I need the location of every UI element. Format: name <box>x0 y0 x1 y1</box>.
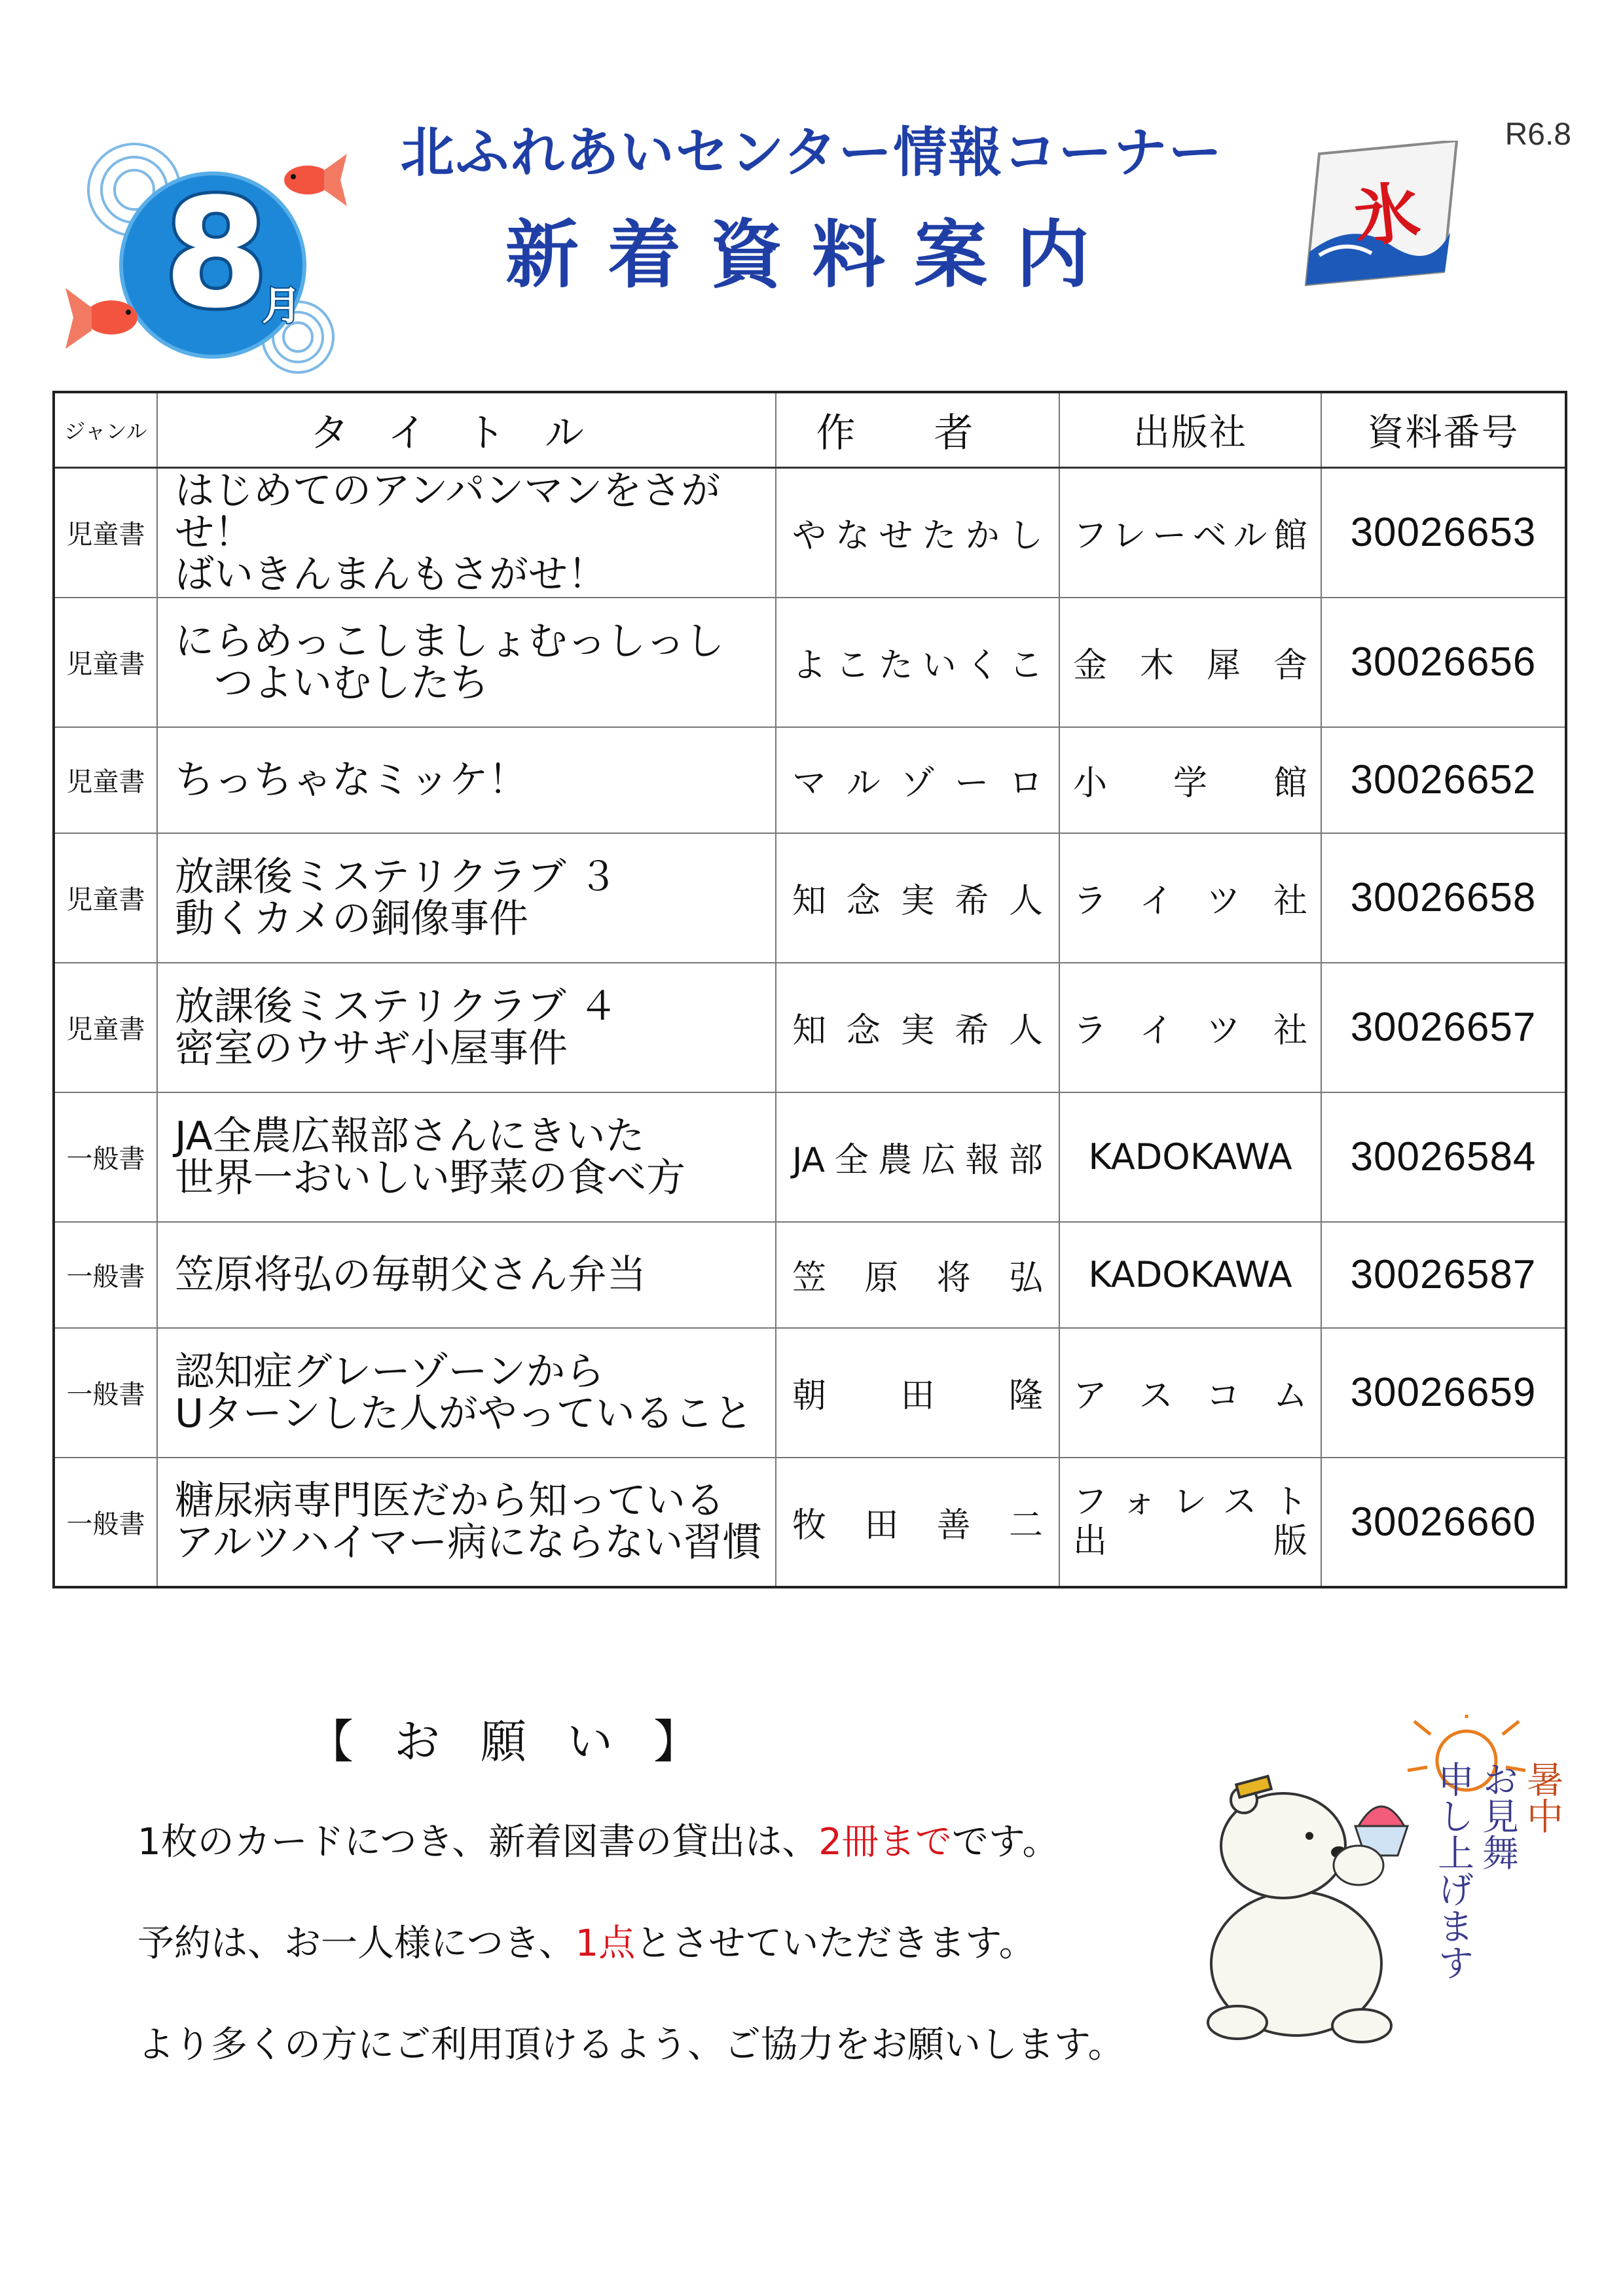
table-row <box>54 833 1566 963</box>
polar-bear-icon <box>1208 1776 1391 2042</box>
month-badge-number: 8 <box>164 167 269 342</box>
page-title: 北ふれあいセンター情報コーナー <box>400 122 1224 184</box>
row-number: 30026656 <box>1321 598 1566 727</box>
row-genre: 児童書 <box>54 833 157 963</box>
row-genre: 一般書 <box>54 1458 157 1587</box>
row-publisher: ライツ社 <box>1059 963 1321 1092</box>
row-author: マルゾーロ <box>776 727 1059 833</box>
row-number: 30026659 <box>1321 1328 1566 1458</box>
table-row <box>54 963 1566 1092</box>
greeting-line-2: お見舞 <box>1476 1761 1519 1871</box>
table-row <box>54 598 1566 727</box>
notice-highlight: 2冊まで <box>818 1821 952 1863</box>
row-title: はじめてのアンパンマンをさがせ！ ばいきんまんもさがせ！ <box>157 468 776 598</box>
new-books-table <box>52 391 1567 1588</box>
notice-line-2 <box>137 1914 1036 1967</box>
header-publisher: 出版社 <box>1059 392 1321 468</box>
row-publisher: 小学館 <box>1059 727 1321 833</box>
row-title: JA全農広報部さんにきいた 世界一おいしい野菜の食べ方 <box>157 1092 776 1222</box>
row-title: 放課後ミステリクラブ ３ 動くカメの銅像事件 <box>157 833 776 963</box>
notice-text: 1枚のカードにつき、新着図書の貸出は、 <box>137 1821 819 1863</box>
row-number: 30026658 <box>1321 833 1566 963</box>
month-badge-unit: 月 <box>262 283 301 329</box>
row-genre: 一般書 <box>54 1328 157 1458</box>
table-row <box>54 1092 1566 1222</box>
row-author: 笠原将弘 <box>776 1222 1059 1328</box>
row-title: 認知症グレーゾーンから Uターンした人がやっていること <box>157 1328 776 1458</box>
page-subtitle: 新着資料案内 <box>505 213 1118 298</box>
new-books-table-container <box>52 391 1567 1588</box>
header-author: 作者 <box>776 392 1059 468</box>
row-title: 放課後ミステリクラブ ４ 密室のウサギ小屋事件 <box>157 963 776 1092</box>
row-author: 知念実希人 <box>776 833 1059 963</box>
issue-date: R6.8 <box>1504 117 1571 152</box>
row-author: 朝田隆 <box>776 1328 1059 1458</box>
table-row <box>54 1222 1566 1328</box>
row-author: よこたいくこ <box>776 598 1059 727</box>
row-title: 糖尿病専門医だから知っている アルツハイマー病にならない習慣 <box>157 1458 776 1587</box>
table-row <box>54 1458 1566 1587</box>
goldfish-icon <box>284 154 347 206</box>
row-number: 30026653 <box>1321 468 1566 598</box>
row-publisher: フレーベル館 <box>1059 468 1321 598</box>
row-publisher: 金木犀舎 <box>1059 598 1321 727</box>
row-genre: 児童書 <box>54 468 157 598</box>
notice-text: 予約は、お一人様につき、 <box>137 1922 575 1965</box>
row-title: 笠原将弘の毎朝父さん弁当 <box>157 1222 776 1328</box>
row-publisher: アスコム <box>1059 1328 1321 1458</box>
notice-text: とさせていただきます。 <box>635 1922 1036 1965</box>
header-genre: ジャンル <box>54 392 157 468</box>
greeting-line-1: 暑中 <box>1521 1761 1563 1834</box>
notice-text: です。 <box>951 1821 1059 1863</box>
header-number: 資料番号 <box>1321 392 1566 468</box>
row-author: 知念実希人 <box>776 963 1059 1092</box>
notice-line-1 <box>137 1813 1059 1865</box>
summer-greeting <box>1431 1761 1564 1981</box>
row-author: 牧田善二 <box>776 1458 1059 1587</box>
kakigori-flag-text: 氷 <box>1351 173 1424 257</box>
row-genre: 一般書 <box>54 1222 157 1328</box>
row-publisher: ライツ社 <box>1059 833 1321 963</box>
publisher-line: 出版 <box>1073 1522 1307 1561</box>
row-genre: 児童書 <box>54 598 157 727</box>
table-row <box>54 1328 1566 1458</box>
row-genre: 児童書 <box>54 963 157 1092</box>
row-author: やなせたかし <box>776 468 1059 598</box>
row-genre: 一般書 <box>54 1092 157 1222</box>
greeting-line-3: 申し上げます <box>1432 1761 1474 1981</box>
row-number: 30026587 <box>1321 1222 1566 1328</box>
row-author: JA全農広報部 <box>776 1092 1059 1222</box>
notice-line-3: より多くの方にご利用頂けるよう、ご協力をお願いします。 <box>137 2024 1125 2066</box>
row-publisher: KADOKAWA <box>1059 1222 1321 1328</box>
header-title: タイトル <box>157 392 776 468</box>
row-title: にらめっこしましょむっしっし つよいむしたち <box>157 598 776 727</box>
table-row <box>54 727 1566 833</box>
row-publisher: KADOKAWA <box>1059 1092 1321 1222</box>
table-header-row <box>54 392 1566 468</box>
row-publisher <box>1059 1458 1321 1587</box>
row-number: 30026652 <box>1321 727 1566 833</box>
table-row <box>54 468 1566 598</box>
row-genre: 児童書 <box>54 727 157 833</box>
notice-highlight: 1点 <box>575 1922 636 1965</box>
row-number: 30026657 <box>1321 963 1566 1092</box>
publisher-line: フォレスト <box>1073 1482 1307 1522</box>
row-number: 30026660 <box>1321 1458 1566 1587</box>
row-number: 30026584 <box>1321 1092 1566 1222</box>
notice-heading: 【お願い】 <box>308 1715 740 1768</box>
row-title: ちっちゃなミッケ！ <box>157 727 776 833</box>
